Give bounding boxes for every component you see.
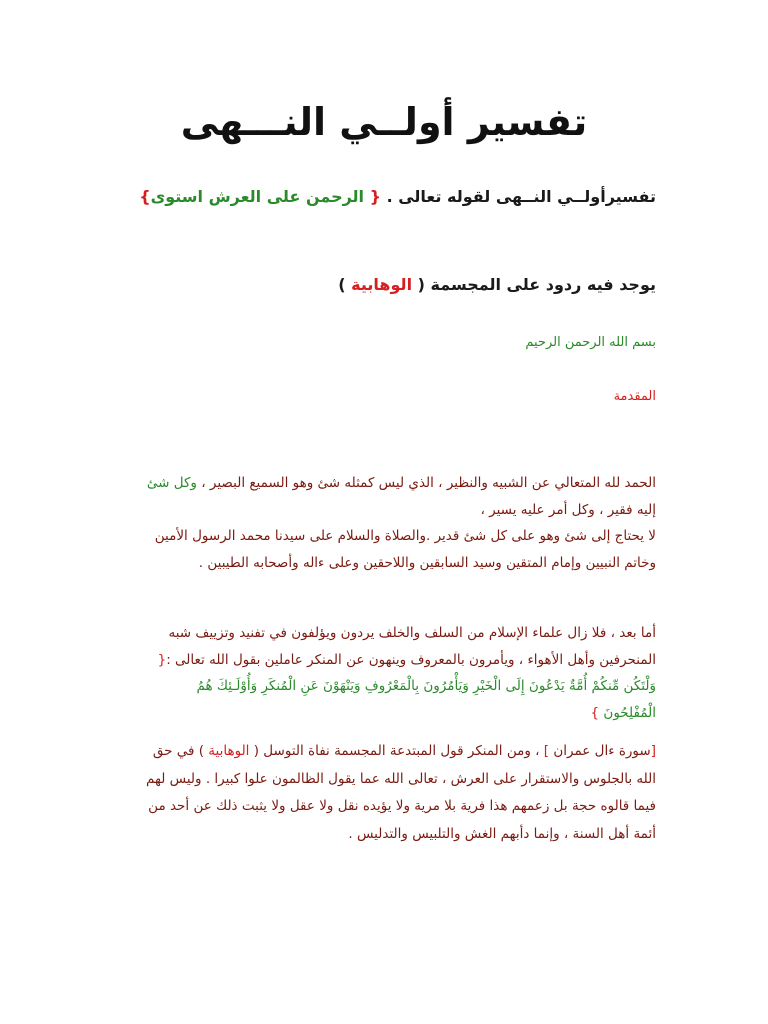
refutation-line-1 [118, 738, 656, 766]
subtitle-paren-close: ) [338, 275, 346, 294]
intro-brace-open: { [369, 187, 381, 206]
intro-brace-close: } [139, 187, 151, 206]
subtitle-text: يوجد فيه ردود على المجسمة [424, 275, 656, 294]
praise-line-2: إليه فقير ، وكل أمر عليه يسير ، [480, 501, 656, 518]
praise-line-3: لا يحتاج إلى شئ وهو على كل شئ قدير .والصلاة والسلام على سيدنا محمد الرسول الأمين [154, 528, 656, 544]
refutation-text-2: في حق [152, 743, 199, 759]
refutation-wahhabiyya: الوهابية [204, 743, 254, 759]
introduction-heading: المقدمة [613, 389, 656, 404]
refutation-text-1: ، ومن المنكر قول المبتدعة المجسمة نفاة التوسل [259, 743, 544, 759]
page-title: تفسير أولــي النـــهى [180, 100, 588, 144]
intro-line [118, 184, 656, 210]
quran-brace-close: } [590, 704, 600, 721]
intro-verse: الرحمن على العرش استوى [150, 187, 370, 206]
praise-line-1: الحمد لله المتعالي عن الشبيه والنظير ، الذي ليس كمثله شئ وهو السميع البصير ، [201, 475, 656, 491]
praise-line-1-end: وكل شئ [146, 475, 202, 491]
surah-bracket-open: [ [650, 743, 656, 759]
refutation-line-2: الله بالجلوس والاستقرار على العرش ، تعالى الله عما يقول الظالمون علوا كبيرا . وليس لهم [146, 770, 656, 787]
refutation-paren-open: ( [253, 743, 260, 759]
intro-text: تفسيرأولــي النــهى لقوله تعالى . [381, 187, 656, 206]
refutation-paren-close: ) [198, 743, 204, 759]
amma-line-2-text: المنحرفين وأهل الأهواء ، ويأمرون بالمعروف وينهون عن المنكر عاملين بقول الله تعالى : [166, 651, 656, 668]
basmala: بسم الله الرحمن الرحيم [525, 335, 656, 350]
quran-verse-end: الْمُفْلِحُونَ [599, 704, 656, 721]
surah-bracket-close: ] [543, 743, 550, 759]
subtitle-paren-open: ( [417, 275, 425, 294]
paragraph-amma-bad [118, 620, 656, 726]
praise-line-4: وخاتم النبيين وإمام المتقين وسيد السابقين واللاحقين وعلى ءاله وأصحابه الطيبين . [198, 554, 656, 571]
amma-line-1: أما بعد ، فلا زال علماء الإسلام من السلف والخلف يردون ويؤلفون في تفنيد وتزييف شبه [168, 625, 656, 641]
amma-line-2 [118, 647, 656, 674]
paragraph-line [118, 470, 656, 497]
paragraph-praise [118, 470, 656, 576]
quran-brace-open: { [157, 651, 167, 668]
subtitle-line [118, 272, 656, 298]
quran-verse-end-line [118, 700, 656, 727]
paragraph-refutation [118, 738, 656, 848]
subtitle-wahhabiyya: الوهابية [345, 275, 418, 294]
refutation-line-3: فيما قالوه حجة بل زعمهم هذا فرية بلا مرية ولا يؤيده نقل ولا عقل ولا يثبت ذلك عن أحد من [148, 798, 656, 814]
quran-verse: وَلْتَكُن مِّنكُمْ أُمَّةٌ يَدْعُونَ إِلَى الْخَيْرِ وَيَأْمُرُونَ بِالْمَعْرُوفِ وَيَنْهَوْنَ عَنِ الْمُنكَرِ وَأُوْلَـئِكَ هُمُ [196, 678, 656, 694]
refutation-line-4: أئمة أهل السنة ، وإنما دأبهم الغش والتلبيس والتدليس . [348, 825, 656, 842]
surah-reference: سورة ءال عمران [549, 743, 651, 759]
